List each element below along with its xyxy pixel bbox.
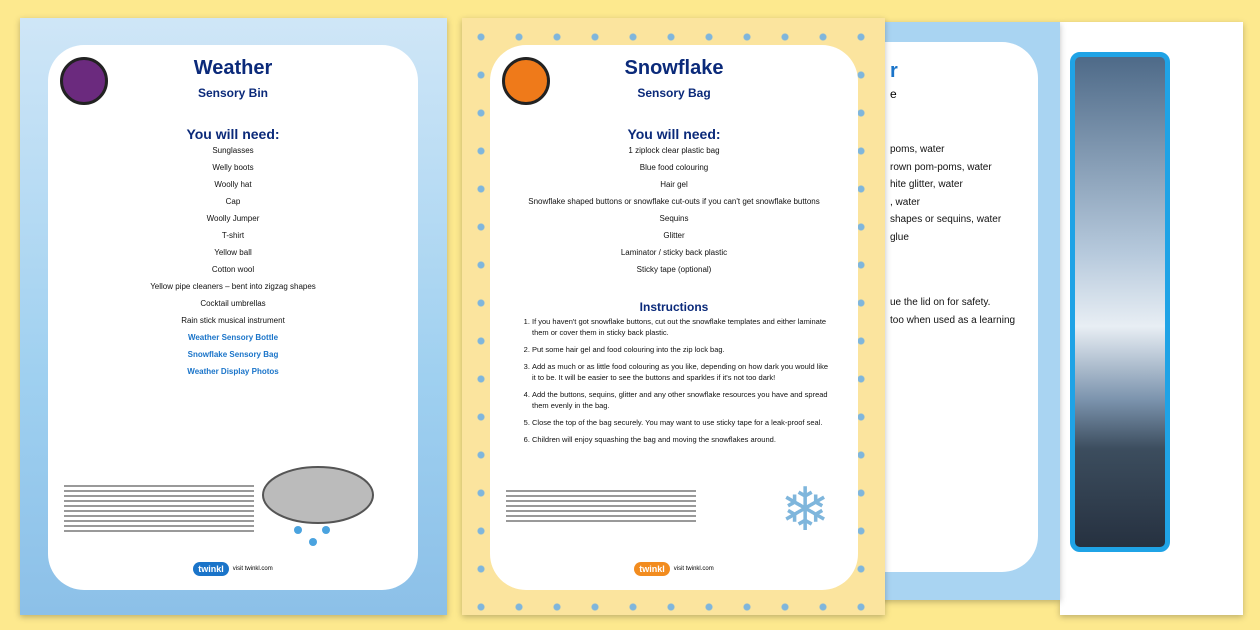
snowflake-icon: ❄ xyxy=(780,476,831,543)
list-item: Cap xyxy=(225,197,241,206)
page-title: r xyxy=(890,60,898,82)
twinkl-footer xyxy=(490,562,858,576)
instructions-heading: Instructions xyxy=(639,300,709,314)
list-item: Sunglasses xyxy=(212,146,254,155)
list-item: Woolly hat xyxy=(214,180,252,189)
instruction-step: 4. Add the buttons, sequins, glitter and any other snowflake resources you have and spread them evenly in the bag. xyxy=(532,389,830,411)
weather-sensory-bottle-page xyxy=(860,22,1060,600)
list-item: shapes or sequins, water xyxy=(890,214,1002,225)
twinkl-logo: twinkl xyxy=(634,562,670,576)
page-title: Snowflake xyxy=(624,57,724,79)
snowflake-card xyxy=(490,45,858,590)
list-item: Cotton wool xyxy=(211,265,255,274)
list-item: Welly boots xyxy=(212,163,254,172)
weather-display-photo-page xyxy=(1060,22,1243,615)
rain-cloud-icon xyxy=(258,450,378,550)
sky-clouds-photo xyxy=(1070,52,1170,552)
list-item: Rain stick musical instrument xyxy=(181,316,285,325)
list-item: Cocktail umbrellas xyxy=(200,299,266,308)
sensory-bag-hand-icon xyxy=(502,57,550,105)
snowflake-sensory-bag-page xyxy=(462,18,885,615)
page-subtitle: Sensory Bag xyxy=(637,86,711,100)
need-heading: You will need: xyxy=(186,126,280,142)
disclaimer-text xyxy=(64,485,254,535)
instruction-step: 6. Children will enjoy squashing the bag and moving the snowflakes around. xyxy=(532,434,830,445)
related-resource-link[interactable]: Snowflake Sensory Bag xyxy=(187,350,279,359)
page-subtitle: Sensory Bin xyxy=(197,86,269,100)
list-item: , water xyxy=(890,196,921,208)
list-item: poms, water xyxy=(890,144,945,155)
twinkl-footer xyxy=(48,562,418,576)
list-item: Snowflake shaped buttons or snowflake cut-outs if you can't get snowflake buttons xyxy=(528,197,820,206)
page-subtitle: e xyxy=(890,87,897,101)
list-item: Woolly Jumper xyxy=(206,214,260,223)
note-text: ue the lid on for safety. xyxy=(890,297,991,308)
list-item: glue xyxy=(890,231,909,243)
list-item: 1 ziplock clear plastic bag xyxy=(628,146,720,155)
list-item: Sequins xyxy=(659,214,689,223)
related-resource-link[interactable]: Weather Display Photos xyxy=(187,367,279,376)
instruction-step: 5. Close the top of the bag securely. You may want to use sticky tape for a leak-proof seal. xyxy=(532,417,830,428)
disclaimer-text xyxy=(506,490,696,525)
footer-link[interactable]: visit twinkl.com xyxy=(232,566,273,572)
weather-card xyxy=(48,45,418,590)
list-item: T-shirt xyxy=(221,231,245,240)
list-item: Laminator / sticky back plastic xyxy=(620,248,728,257)
list-item: Hair gel xyxy=(660,180,688,189)
twinkl-logo: twinkl xyxy=(193,562,229,576)
weather-sensory-bin-page xyxy=(20,18,447,615)
list-item: Glitter xyxy=(663,231,685,240)
instruction-step: 1. If you haven't got snowflake buttons, cut out the snowflake templates and either laminate them or cover them in sticky back plastic. xyxy=(532,316,830,338)
footer-link[interactable]: visit twinkl.com xyxy=(673,566,714,572)
page-title: Weather xyxy=(193,57,273,79)
list-item: rown pom-poms, water xyxy=(890,161,992,173)
sensory-bin-icon xyxy=(60,57,108,105)
related-resource-link[interactable]: Weather Sensory Bottle xyxy=(187,333,279,342)
note-text: too when used as a learning xyxy=(890,314,1016,326)
list-item: Sticky tape (optional) xyxy=(636,265,712,274)
need-heading: You will need: xyxy=(627,126,721,142)
list-item: hite glitter, water xyxy=(890,179,963,190)
bottle-card xyxy=(860,42,1038,572)
list-item: Yellow ball xyxy=(214,248,252,257)
instruction-step: 2. Put some hair gel and food colouring into the zip lock bag. xyxy=(532,344,830,355)
list-item: Yellow pipe cleaners – bent into zigzag shapes xyxy=(150,282,316,291)
list-item: Blue food colouring xyxy=(639,163,709,172)
instruction-step: 3. Add as much or as little food colouring as you like, depending on how dark you would like it to be. It will be easier to see the buttons and sparkles if it's not too dark! xyxy=(532,361,830,383)
